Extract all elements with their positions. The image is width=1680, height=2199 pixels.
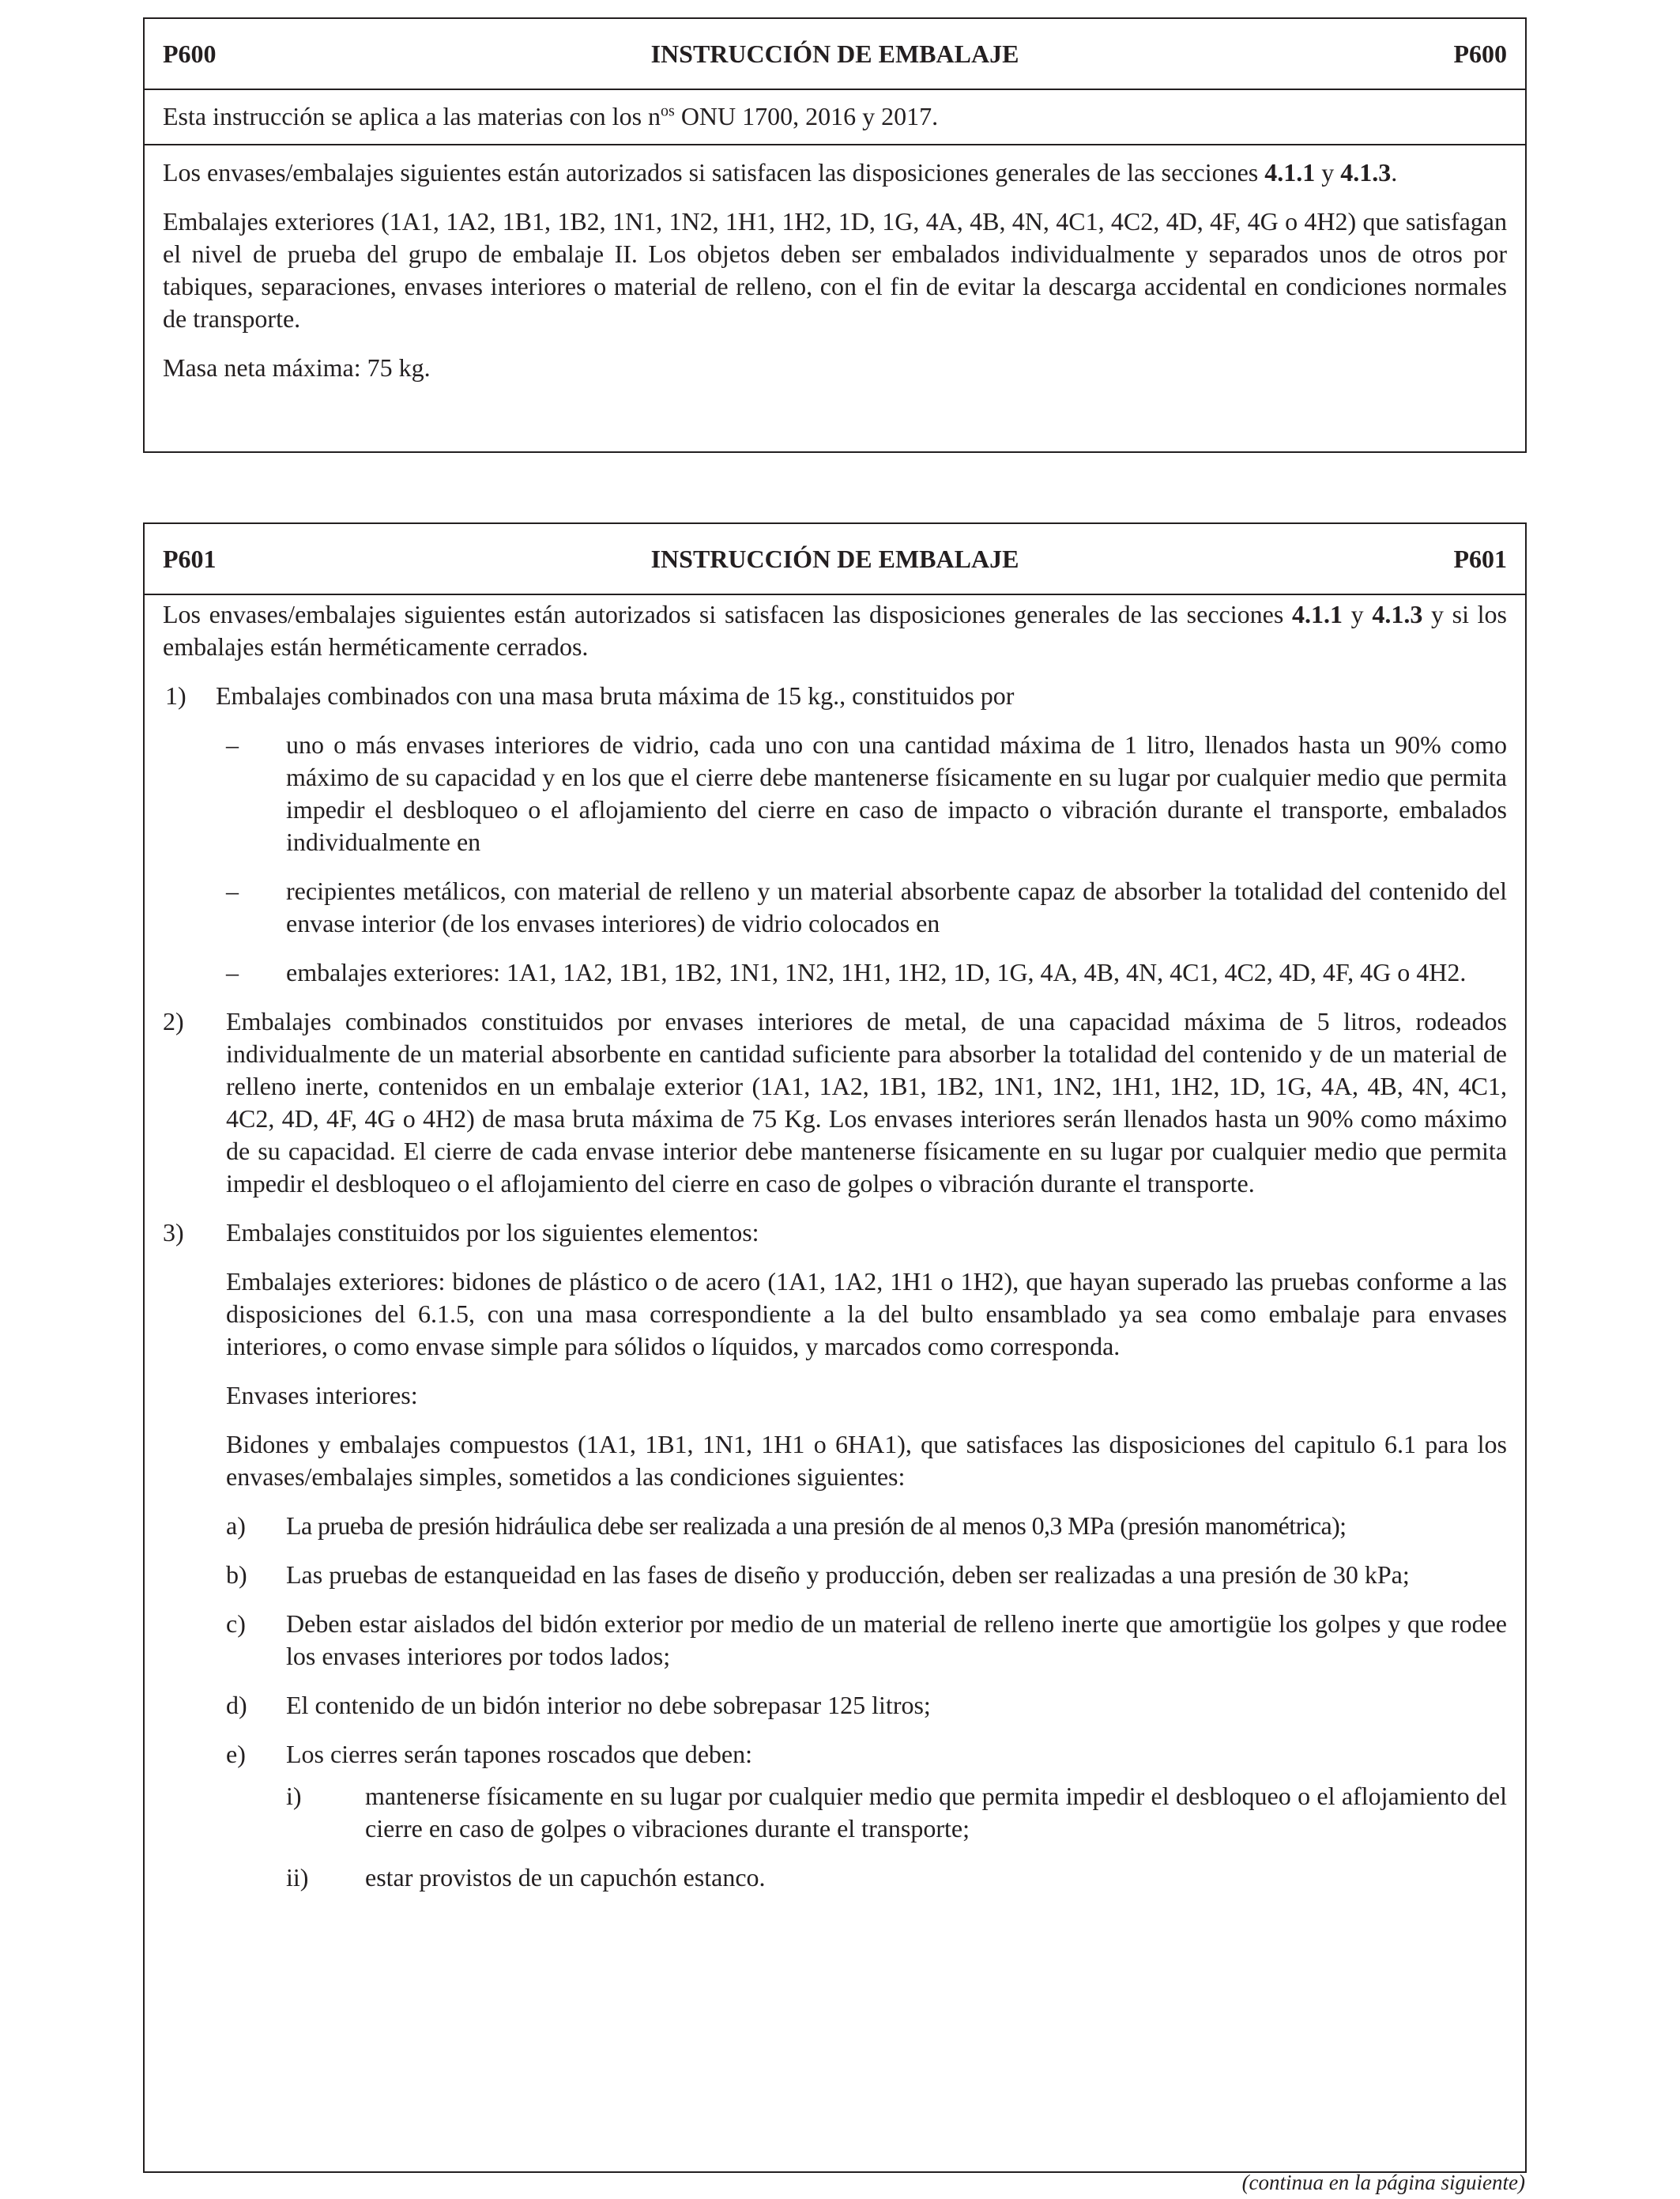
list-item [163, 1005, 1507, 1200]
list-item [163, 1216, 1507, 1249]
dash-marker: – [226, 877, 239, 905]
condition-marker: d) [226, 1691, 247, 1719]
condition-text: Los cierres serán tapones roscados que deben: [286, 1740, 752, 1768]
scope-text-end: ONU 1700, 2016 y 2017. [674, 102, 939, 130]
sub-condition-text: mantenerse físicamente en su lugar por cualquier medio que permita impedir el desbloqueo o el aflojamiento del cierre en caso de golpes o vibraciones durante el transporte; [365, 1782, 1507, 1843]
condition-marker: a) [226, 1511, 246, 1540]
instruction-body [145, 595, 1525, 1894]
instruction-code-left: P601 [163, 545, 217, 573]
authorization-paragraph: Los envases/embalajes siguientes están autorizados si satisfacen las disposiciones generales de las secciones 4.1.1 y 4.1.3. [163, 158, 1398, 187]
item-number: 1) [165, 681, 186, 710]
packing-instruction-p601 [143, 522, 1527, 2173]
item-number: 3) [163, 1218, 184, 1247]
inner-packagings-paragraph: Bidones y embalajes compuestos (1A1, 1B1, 1N1, 1H1 o 6HA1), que satisfaces las disposiciones del capitulo 6.1 para los envases/embalajes simples, sometidos a las condiciones siguientes: [226, 1430, 1507, 1491]
condition-marker: e) [226, 1740, 246, 1768]
item-number: 2) [163, 1007, 184, 1035]
instruction-body [145, 145, 1525, 384]
packing-instruction-p600 [143, 17, 1527, 453]
max-net-mass: Masa neta máxima: 75 kg. [163, 353, 431, 382]
section-ref: 4.1.3 [1340, 158, 1392, 187]
condition-item [163, 1608, 1507, 1673]
dash-item [163, 875, 1507, 940]
scope-text: Esta instrucción se aplica a las materias con los n [163, 102, 661, 130]
list-item [163, 680, 1507, 712]
condition-text: Las pruebas de estanqueidad en las fases de diseño y producción, deben ser realizadas a una presión de 30 kPa; [286, 1560, 1410, 1589]
dash-text: embalajes exteriores: 1A1, 1A2, 1B1, 1B2, 1N1, 1N2, 1H1, 1H2, 1D, 1G, 4A, 4B, 4N, 4C1, 4C2, 4D, 4F, 4G o 4H2. [286, 958, 1467, 986]
condition-marker: b) [226, 1560, 247, 1589]
section-ref: 4.1.1 [1264, 158, 1316, 187]
item-text: Embalajes combinados constituidos por envases interiores de metal, de una capacidad máxima de 5 litros, rodeados individualmente de un material absorbente en cantidad suficiente para absorber la totalidad del contenido y de un material de relleno inerte, contenidos en un embalaje exterior (1A1, 1A2, 1B1, 1B2, 1N1, 1N2, 1H1, 1H2, 1D, 1G, 4A, 4B, 4N, 4C1, 4C2, 4D, 4F, 4G o 4H2) de masa bruta máxima de 75 Kg. Los envases interiores serán llenados hasta un 90% como máximo de su capacidad. El cierre de cada envase interior debe mantenerse físicamente en su lugar por cualquier medio que permita impedir el desbloqueo o el aflojamiento del cierre en caso de golpes o vibración durante el transporte. [226, 1007, 1507, 1198]
instruction-code-right: P600 [1453, 40, 1507, 68]
scope-sup: os [661, 102, 675, 120]
scope-row [145, 90, 1525, 145]
item-text: Embalajes constituidos por los siguientes elementos: [226, 1218, 759, 1247]
condition-item [163, 1738, 1507, 1771]
sub-condition-marker: i) [286, 1782, 302, 1810]
condition-text: La prueba de presión hidráulica debe ser realizada a una presión de al menos 0,3 MPa (presión manométrica); [286, 1511, 1347, 1540]
section-ref: 4.1.1 [1291, 600, 1343, 628]
sub-condition-marker: ii) [286, 1863, 309, 1892]
inner-packagings-label: Envases interiores: [226, 1381, 418, 1409]
condition-text: El contenido de un bidón interior no debe sobrepasar 125 litros; [286, 1691, 931, 1719]
dash-marker: – [226, 730, 239, 759]
condition-text: Deben estar aislados del bidón exterior por medio de un material de relleno inerte que amortigüe los golpes y que rodee los envases interiores por todos lados; [286, 1609, 1507, 1670]
condition-marker: c) [226, 1609, 246, 1638]
sub-condition-item [163, 1780, 1507, 1845]
instruction-header [145, 19, 1525, 90]
condition-item [163, 1689, 1507, 1722]
sub-condition-item [163, 1861, 1507, 1894]
instruction-title: INSTRUCCIÓN DE EMBALAJE [650, 545, 1019, 573]
authorization-paragraph: Los envases/embalajes siguientes están autorizados si satisfacen las disposiciones generales de las secciones 4.1.1 y 4.1.3 y si los embalajes están herméticamente cerrados. [163, 600, 1508, 661]
instruction-header [145, 524, 1525, 595]
item-text: Embalajes combinados con una masa bruta máxima de 15 kg., constituidos por [216, 681, 1015, 710]
dash-text: recipientes metálicos, con material de relleno y un material absorbente capaz de absorber la totalidad del contenido del envase interior (de los envases interiores) de vidrio colocados en [286, 877, 1507, 937]
outer-packagings-paragraph: Embalajes exteriores: bidones de plástico o de acero (1A1, 1A2, 1H1 o 1H2), que hayan superado las pruebas conforme a las disposiciones del 6.1.5, con una masa correspondiente a la del bulto ensamblado ya sea como embalaje para envases interiores, o como envase simple para sólidos o líquidos, y marcados como corresponda. [226, 1267, 1507, 1360]
instruction-title: INSTRUCCIÓN DE EMBALAJE [650, 40, 1019, 68]
dash-item [163, 729, 1507, 858]
dash-marker: – [226, 958, 239, 986]
instruction-code-right: P601 [1453, 545, 1507, 573]
dash-item [163, 956, 1507, 989]
continuation-note: (continua en la página siguiente) [1241, 2171, 1525, 2194]
condition-item [163, 1559, 1507, 1591]
condition-item [163, 1510, 1507, 1542]
dash-text: uno o más envases interiores de vidrio, cada uno con una cantidad máxima de 1 litro, llenados hasta un 90% como máximo de su capacidad y en los que el cierre debe mantenerse físicamente en su lugar por cualquier medio que permita impedir el desbloqueo o el aflojamiento del cierre en caso de impacto o vibración durante el transporte, embalados individualmente en [286, 730, 1507, 856]
outer-packagings-paragraph: Embalajes exteriores (1A1, 1A2, 1B1, 1B2, 1N1, 1N2, 1H1, 1H2, 1D, 1G, 4A, 4B, 4N, 4C1, 4C2, 4D, 4F, 4G o 4H2) que satisfagan el nivel de prueba del grupo de embalaje II. Los objetos deben ser embalados individualmente y separados unos de otros por tabiques, separaciones, envases interiores o material de relleno, con el fin de evitar la descarga accidental en condiciones normales de transporte. [163, 207, 1507, 333]
section-ref: 4.1.3 [1372, 600, 1423, 628]
instruction-code-left: P600 [163, 40, 217, 68]
sub-condition-text: estar provistos de un capuchón estanco. [365, 1863, 766, 1892]
